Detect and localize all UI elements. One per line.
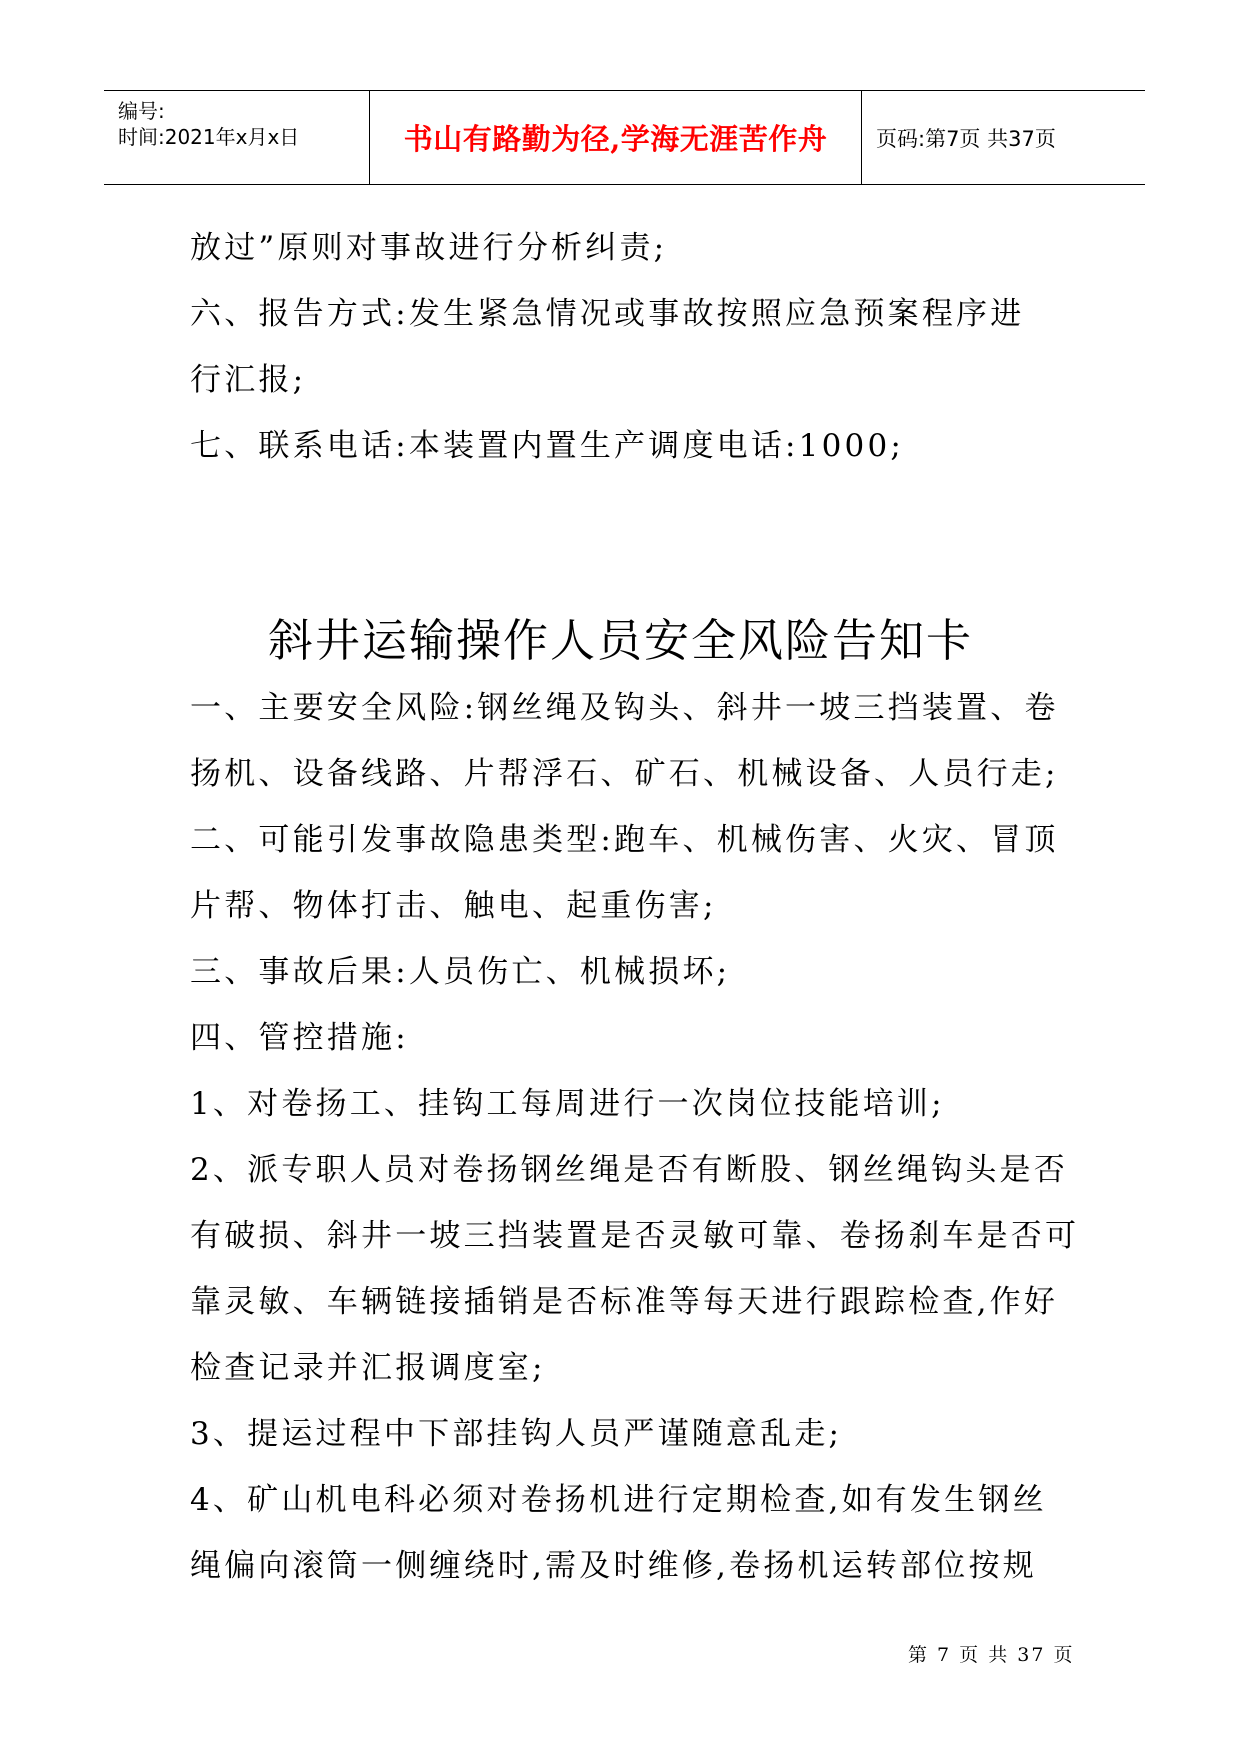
- card-line: 3、提运过程中下部挂钩人员严谨随意乱走;: [190, 1416, 843, 1452]
- page-header: [104, 90, 1145, 185]
- card-line: 靠灵敏、车辆链接插销是否标准等每天进行跟踪检查,作好: [190, 1284, 1059, 1320]
- motto-text: 书山有路勤为径,学海无涯苦作舟: [403, 122, 828, 156]
- time-label: 时间:2021年x月x日: [118, 125, 300, 149]
- card-title: 斜井运输操作人员安全风险告知卡: [267, 614, 973, 667]
- card-line: 四、管控措施:: [190, 1020, 409, 1056]
- header-page-info: 页码:第7页 共37页: [876, 126, 1056, 151]
- header-meta: [104, 91, 370, 184]
- card-line: 片帮、物体打击、触电、起重伤害;: [190, 888, 717, 924]
- intro-line: 六、报告方式:发生紧急情况或事故按照应急预案程序进: [190, 296, 1025, 332]
- card-line: 一、主要安全风险:钢丝绳及钩头、斜井一坡三挡装置、卷: [190, 690, 1059, 726]
- card-line: 绳偏向滚筒一侧缠绕时,需及时维修,卷扬机运转部位按规: [190, 1548, 1037, 1584]
- card-line: 4、矿山机电科必须对卷扬机进行定期检查,如有发生钢丝: [190, 1482, 1047, 1518]
- number-label: 编号:: [118, 99, 165, 123]
- card-line: 1、对卷扬工、挂钩工每周进行一次岗位技能培训;: [190, 1086, 945, 1122]
- card-line: 扬机、设备线路、片帮浮石、矿石、机械设备、人员行走;: [190, 756, 1059, 792]
- card-line: 2、派专职人员对卷扬钢丝绳是否有断股、钢丝绳钩头是否: [190, 1152, 1068, 1188]
- intro-line: 七、联系电话:本装置内置生产调度电话:1000;: [190, 428, 905, 464]
- intro-line: 放过”原则对事故进行分析纠责;: [190, 230, 668, 266]
- intro-line: 行汇报;: [190, 362, 307, 398]
- card-line: 二、可能引发事故隐患类型:跑车、机械伤害、火灾、冒顶: [190, 822, 1059, 858]
- page-footer: 第 7 页 共 37 页: [908, 1644, 1075, 1666]
- card-line: 检查记录并汇报调度室;: [190, 1350, 546, 1386]
- header-motto: [370, 91, 862, 184]
- card-line: 三、事故后果:人员伤亡、机械损坏;: [190, 954, 731, 990]
- card-line: 有破损、斜井一坡三挡装置是否灵敏可靠、卷扬刹车是否可: [190, 1218, 1080, 1254]
